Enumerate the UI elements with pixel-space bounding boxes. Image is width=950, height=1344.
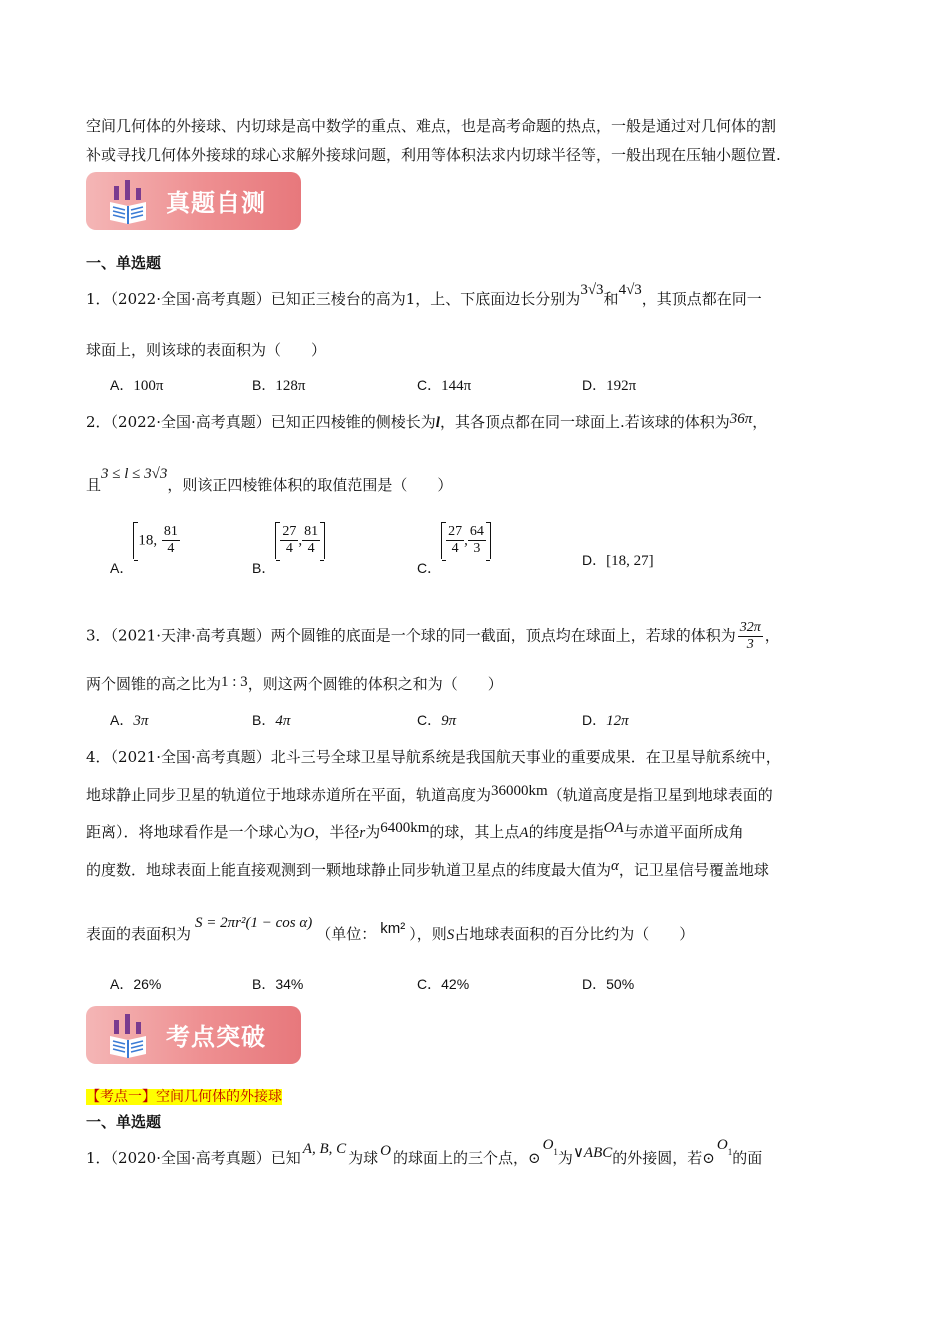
- question-source: （2022·全国·高考真题）: [110, 290, 271, 308]
- option-value: 128π: [275, 378, 306, 394]
- question-text: 已知正四棱锥的侧棱长为: [270, 413, 436, 431]
- question-3: [86, 620, 780, 653]
- question-text: ，则这两个圆锥的体积之和为（ ）: [247, 675, 503, 693]
- option-label: B．: [252, 377, 276, 393]
- option-label: B．: [252, 559, 276, 576]
- option-d[interactable]: [582, 550, 654, 570]
- banner-title: 考点突破: [166, 1023, 266, 1051]
- option-c[interactable]: [417, 522, 491, 576]
- question-4: [86, 744, 781, 770]
- var-A: A: [519, 825, 529, 841]
- question-text: 距离）．将地球看作是一个球心为: [86, 823, 304, 841]
- option-label: D．: [582, 712, 607, 728]
- option-d[interactable]: [582, 375, 636, 395]
- question-text: 表面的表面积为: [86, 925, 192, 943]
- question-5: [86, 1137, 763, 1173]
- interval-bracket: [133, 522, 184, 559]
- option-a[interactable]: [110, 710, 148, 730]
- kaodian-heading: [86, 1086, 282, 1106]
- option-value: 192π: [606, 378, 637, 394]
- fraction-num: 27: [282, 524, 297, 539]
- fraction-32pi-3: [738, 620, 763, 653]
- math-radius: 6400km: [380, 820, 430, 836]
- question-text: 两个圆锥的底面是一个球的同一截面，顶点均在球面上，若球的体积为: [270, 626, 736, 645]
- option-c[interactable]: [417, 974, 469, 994]
- option-label: A．: [110, 712, 134, 728]
- math-height: 36000km: [491, 783, 548, 799]
- option-value: 4π: [275, 713, 291, 729]
- var-l: l: [435, 415, 440, 431]
- var-S: S: [446, 927, 455, 943]
- punctuation: ，: [764, 626, 780, 645]
- question-text: （轨道高度是指卫星到地球表面的: [547, 786, 773, 804]
- option-label: C．: [417, 712, 442, 728]
- question-text: 两个圆锥的高之比为: [86, 675, 222, 693]
- question-text: 且: [86, 476, 102, 494]
- var-OA: OA: [603, 820, 624, 836]
- book-icon: [108, 1012, 148, 1058]
- option-label: C．: [417, 559, 442, 576]
- option-d[interactable]: [582, 710, 629, 730]
- fraction-den: 4: [307, 541, 315, 556]
- option-b[interactable]: [252, 710, 290, 730]
- question-text: 地球静止同步卫星的轨道位于地球赤道所在平面，轨道高度为: [86, 786, 492, 804]
- question-1-line-2: 球面上，则该球的表面积为（ ）: [86, 341, 327, 359]
- math-abc: A, B, C: [302, 1141, 347, 1157]
- question-number: 1．: [86, 290, 111, 308]
- question-text: 已知正三棱台的高为1，上、下底面边长分别为: [270, 290, 581, 308]
- option-value: 144π: [441, 378, 472, 394]
- option-a[interactable]: [110, 522, 184, 576]
- question-text: 的面: [732, 1149, 763, 1167]
- fraction: [468, 524, 486, 557]
- punctuation: ，: [752, 413, 768, 431]
- banner-zhenti: [86, 172, 301, 230]
- fraction-num: 81: [163, 524, 178, 539]
- fraction-num: 64: [469, 524, 484, 539]
- var-O1: O: [542, 1137, 554, 1153]
- option-label: B．: [252, 976, 276, 992]
- question-2: [86, 409, 767, 436]
- book-icon: [108, 178, 148, 224]
- option-label: D．: [582, 976, 607, 992]
- var-O: O: [380, 1143, 391, 1159]
- option-b[interactable]: [252, 375, 305, 395]
- question-text: ，其各顶点都在同一球面上.若该球的体积为: [439, 413, 730, 431]
- fraction-num: 27: [448, 524, 463, 539]
- fraction: [302, 524, 320, 557]
- question-text: 的外接圆，若: [612, 1149, 703, 1167]
- var-alpha: α: [611, 858, 619, 874]
- question-text: 的度数．地球表面上能直接观测到一颗地球静止同步轨道卫星点的纬度最大值为: [86, 861, 612, 879]
- question-text: 的纬度是指: [528, 823, 604, 841]
- section-heading: 一、单选题: [86, 1113, 162, 1131]
- option-label: D．: [582, 377, 607, 393]
- question-number: 3．: [86, 626, 111, 645]
- question-source: （2022·全国·高考真题）: [110, 413, 271, 431]
- option-a[interactable]: [110, 974, 161, 994]
- question-text: 为球: [348, 1149, 379, 1167]
- question-4-line-4: [86, 857, 769, 884]
- question-text: ，半径: [314, 823, 360, 841]
- circle-symbol: ⊙: [528, 1151, 541, 1167]
- interval-bracket: $\frac{27}{4}$ , $\frac{81}{4}$: [275, 522, 325, 559]
- question-4-line-5: [86, 915, 695, 948]
- option-label: C．: [417, 976, 442, 992]
- math-4sqrt3: 4√3: [618, 282, 642, 298]
- option-b[interactable]: [252, 974, 303, 994]
- question-text: 的球面上的三个点，: [392, 1149, 528, 1167]
- var-O1: O: [716, 1137, 728, 1153]
- section-heading: 一、单选题: [86, 254, 162, 272]
- question-4-line-2: [86, 782, 773, 809]
- question-source: （2020·全国·高考真题）: [110, 1149, 271, 1167]
- question-text: （单位：: [316, 925, 377, 943]
- option-value: 9π: [441, 713, 457, 729]
- option-value: 42%: [441, 976, 470, 992]
- var-r: r: [359, 825, 366, 841]
- question-text: 为: [557, 1149, 573, 1167]
- intro-line-2: 补或寻找几何体外接球的球心求解外接球问题，利用等体积法求内切球半径等，一般出现在压轴小题位置.: [86, 146, 781, 164]
- option-value: 3π: [133, 713, 149, 729]
- option-b[interactable]: [252, 522, 325, 576]
- option-label: A．: [110, 559, 134, 576]
- question-3-line-2: [86, 671, 503, 698]
- option-label: B．: [252, 712, 276, 728]
- question-4-line-3: [86, 819, 744, 846]
- option-label: D．: [582, 552, 607, 568]
- question-text: 为: [365, 823, 381, 841]
- fraction-num: 32π: [739, 620, 761, 635]
- kaodian-label: 【考点一】空间几何体的外接球: [86, 1089, 282, 1105]
- circle-symbol: ⊙: [702, 1151, 715, 1167]
- option-d[interactable]: [582, 974, 634, 994]
- question-text: 占地球表面积的百分比约为（ ）: [454, 925, 695, 943]
- math-formula: S = 2πr²(1 − cos α): [195, 915, 313, 931]
- math-inequality: 3 ≤ l ≤ 3√3: [101, 466, 168, 482]
- fraction: [446, 524, 464, 557]
- option-value: 34%: [275, 976, 304, 992]
- math-unit: km²: [380, 920, 406, 937]
- var-O: O: [303, 825, 315, 841]
- math-3sqrt3: 3√3: [580, 282, 604, 298]
- option-value: 12π: [606, 713, 629, 729]
- question-text: 与赤道平面所成角: [623, 823, 744, 841]
- question-source: （2021·天津·高考真题）: [110, 626, 271, 645]
- question-number: 4．: [86, 748, 111, 766]
- option-label: A．: [110, 976, 134, 992]
- fraction-num: 81: [304, 524, 319, 539]
- option-c[interactable]: [417, 710, 456, 730]
- question-2-line-2: [86, 466, 453, 499]
- question-text: 已知: [270, 1149, 301, 1167]
- question-text: ，记卫星信号覆盖地球: [618, 861, 769, 879]
- fraction-den: 4: [167, 541, 175, 556]
- math-36pi: 36π: [729, 411, 753, 427]
- question-text: ，则该正四棱锥体积的取值范围是（ ）: [167, 476, 453, 494]
- subscript: 1: [727, 1147, 733, 1157]
- option-value: 100π: [133, 378, 164, 394]
- question-source: （2021·全国·高考真题）: [110, 748, 271, 766]
- option-value: 26%: [133, 976, 162, 992]
- option-a[interactable]: [110, 375, 163, 395]
- fraction: [280, 524, 298, 557]
- option-label: C．: [417, 377, 442, 393]
- question-text: ，其顶点都在同一: [641, 290, 762, 308]
- question-text: 北斗三号全球卫星导航系统是我国航天事业的重要成果．在卫星导航系统中，: [270, 748, 781, 766]
- subscript: 1: [553, 1147, 558, 1157]
- fraction-den: 3: [746, 637, 754, 652]
- question-text: 的球，其上点: [429, 823, 520, 841]
- banner-title: 真题自测: [166, 189, 266, 217]
- fraction-den: 4: [451, 541, 459, 556]
- question-text: 和: [603, 290, 619, 308]
- fraction-den: 4: [285, 541, 293, 556]
- math-triangle: ∨ABC: [572, 1145, 613, 1161]
- banner-kaodian: [86, 1006, 301, 1064]
- option-value: 50%: [606, 976, 635, 992]
- question-number: 2．: [86, 413, 111, 431]
- question-1: [86, 282, 762, 313]
- option-c[interactable]: [417, 375, 471, 395]
- math-ratio: 1 : 3: [221, 674, 248, 690]
- option-label: A．: [110, 377, 134, 393]
- fraction: [162, 524, 180, 557]
- fraction-den: 3: [473, 541, 481, 556]
- option-value: [18, 27]: [606, 553, 654, 569]
- question-text: ），则: [409, 925, 447, 943]
- intro-line-1: 空间几何体的外接球、内切球是高中数学的重点、难点，也是高考命题的热点，一般是通过对几何体的割: [86, 117, 777, 135]
- interval-bracket: $\frac{27}{4}$ , $\frac{64}{3}$: [441, 522, 491, 559]
- question-number: 1．: [86, 1149, 111, 1167]
- interval-left: 18,: [138, 532, 158, 549]
